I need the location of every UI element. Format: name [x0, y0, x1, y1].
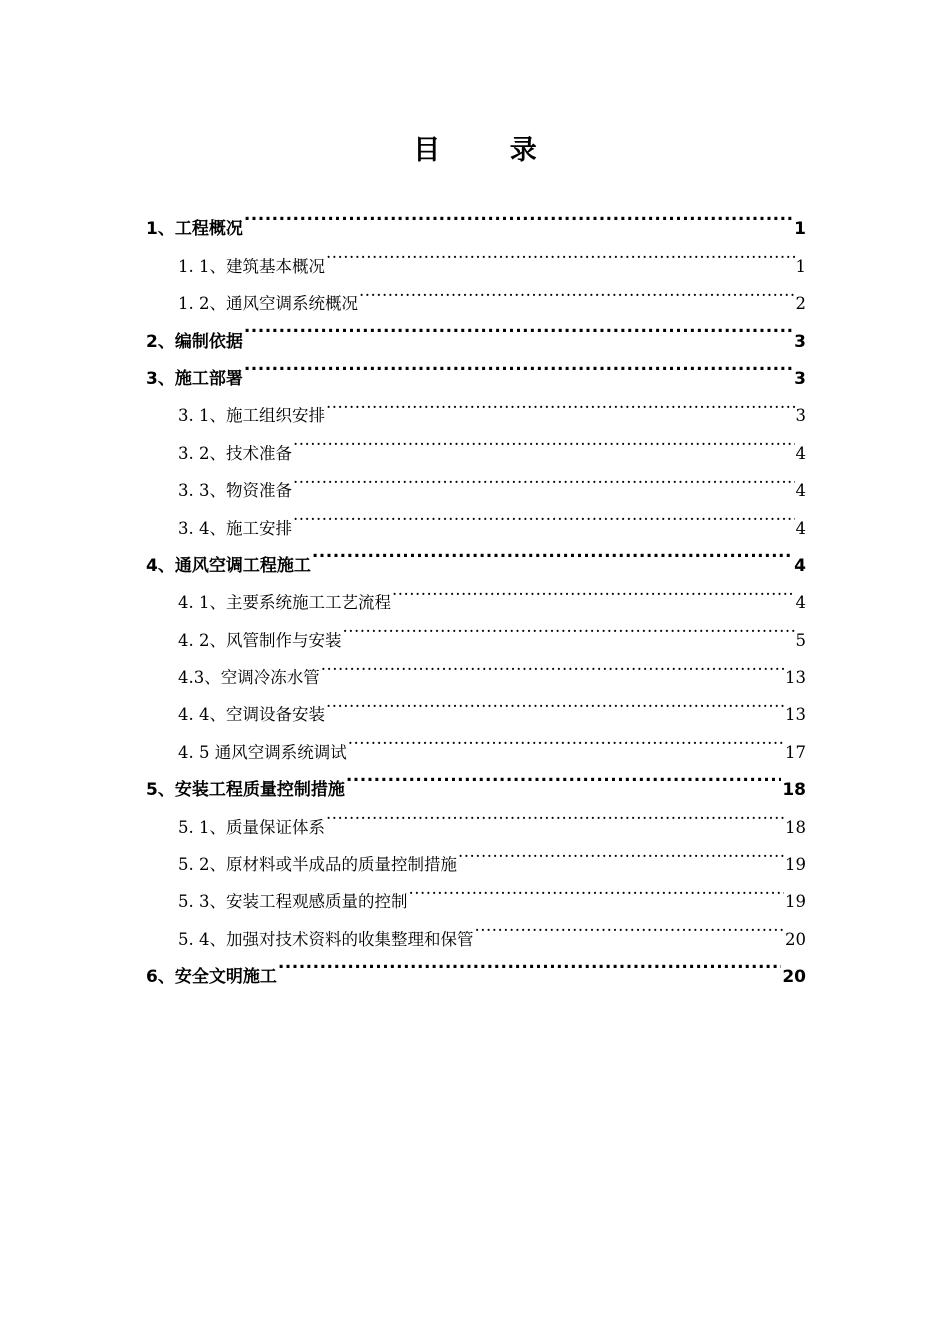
toc-entry-page: 4: [795, 518, 806, 538]
toc-entry[interactable]: [146, 608, 806, 650]
toc-entry[interactable]: [146, 720, 806, 762]
toc-entry-label: 5. 1、质量保证体系: [178, 817, 325, 837]
toc-entry[interactable]: [146, 646, 806, 688]
toc-entry[interactable]: [146, 347, 806, 389]
toc-entry[interactable]: [146, 758, 806, 801]
toc-leader-dots: [293, 496, 795, 533]
toc-entry-page: 5: [795, 630, 806, 650]
toc-leader-dots: [359, 272, 795, 309]
toc-entry[interactable]: [146, 907, 806, 949]
toc-entry[interactable]: [146, 272, 806, 314]
toc-entry-label: 2、编制依据: [146, 331, 243, 352]
toc-entry[interactable]: [146, 534, 806, 576]
toc-entry-label: 1. 2、通风空调系统概况: [178, 294, 358, 314]
toc-entry-label: 4. 4、空调设备安装: [178, 705, 325, 725]
toc-entry[interactable]: [146, 683, 806, 725]
toc-leader-dots: [392, 571, 795, 608]
page-title: 目 录: [413, 135, 567, 166]
toc-leader-dots: [458, 833, 784, 870]
table-of-contents: [146, 197, 806, 988]
toc-leader-dots: [321, 646, 784, 683]
toc-entry[interactable]: [146, 795, 806, 837]
toc-entry-page: 3: [794, 331, 806, 352]
toc-leader-dots: [475, 907, 785, 944]
toc-entry-page: 4: [795, 481, 806, 501]
toc-entry[interactable]: [146, 496, 806, 538]
toc-leader-dots: [244, 309, 793, 346]
toc-entry[interactable]: [146, 234, 806, 276]
toc-entry-label: 5. 4、加强对技术资料的收集整理和保管: [178, 929, 474, 949]
toc-entry-page: 2: [795, 294, 806, 314]
toc-entry-label: 1、工程概况: [146, 219, 243, 240]
toc-entry-label: 5. 3、安装工程观感质量的控制: [178, 892, 408, 912]
toc-entry[interactable]: [146, 833, 806, 875]
toc-entry[interactable]: [146, 197, 806, 240]
toc-entry-page: 13: [785, 705, 806, 725]
toc-entry-page: 17: [785, 742, 806, 762]
toc-entry-label: 4. 5 通风空调系统调试: [178, 742, 347, 762]
toc-entry-label: 4.3、空调冷冻水管: [178, 668, 320, 688]
toc-entry-label: 3. 1、施工组织安排: [178, 406, 325, 426]
toc-entry[interactable]: [146, 309, 806, 352]
toc-entry-label: 5. 2、原材料或半成品的质量控制措施: [178, 855, 457, 875]
toc-entry-page: 18: [785, 817, 806, 837]
toc-entry-page: 18: [782, 780, 806, 801]
toc-leader-dots: [293, 421, 795, 458]
toc-entry-page: 4: [795, 443, 806, 463]
toc-leader-dots: [326, 683, 784, 720]
toc-entry-page: 19: [785, 855, 806, 875]
toc-entry[interactable]: [146, 870, 806, 912]
toc-leader-dots: [326, 234, 795, 271]
toc-leader-dots: [278, 945, 781, 982]
toc-entry-label: 4. 1、主要系统施工工艺流程: [178, 593, 391, 613]
toc-entry-label: 4. 2、风管制作与安装: [178, 630, 342, 650]
toc-leader-dots: [346, 758, 782, 795]
toc-leader-dots: [293, 459, 795, 496]
toc-entry[interactable]: [146, 421, 806, 463]
toc-entry-label: 1. 1、建筑基本概况: [178, 256, 325, 276]
toc-entry-page: 3: [794, 368, 806, 389]
toc-entry-page: 13: [785, 668, 806, 688]
toc-entry-label: 5、安装工程质量控制措施: [146, 780, 345, 801]
toc-entry-page: 4: [795, 593, 806, 613]
toc-leader-dots: [343, 608, 795, 645]
toc-leader-dots: [244, 197, 793, 234]
toc-entry[interactable]: [146, 384, 806, 426]
toc-entry-page: 19: [785, 892, 806, 912]
toc-entry-page: 20: [785, 929, 806, 949]
toc-leader-dots: [348, 720, 784, 757]
toc-entry-page: 20: [782, 967, 806, 988]
toc-leader-dots: [326, 795, 784, 832]
toc-leader-dots: [326, 384, 795, 421]
toc-leader-dots: [312, 534, 793, 571]
toc-leader-dots: [409, 870, 785, 907]
toc-entry-label: 3. 3、物资准备: [178, 481, 292, 501]
toc-leader-dots: [244, 347, 793, 384]
toc-entry[interactable]: [146, 459, 806, 501]
toc-entry-label: 3. 2、技术准备: [178, 443, 292, 463]
toc-entry-page: 4: [794, 555, 806, 576]
toc-entry[interactable]: [146, 571, 806, 613]
toc-entry-label: 3、施工部署: [146, 368, 243, 389]
toc-entry[interactable]: [146, 945, 806, 988]
toc-entry-page: 1: [795, 256, 806, 276]
toc-entry-label: 3. 4、施工安排: [178, 518, 292, 538]
toc-entry-label: 6、安全文明施工: [146, 967, 277, 988]
toc-entry-label: 4、通风空调工程施工: [146, 555, 311, 576]
toc-entry-page: 1: [794, 219, 806, 240]
toc-entry-page: 3: [795, 406, 806, 426]
